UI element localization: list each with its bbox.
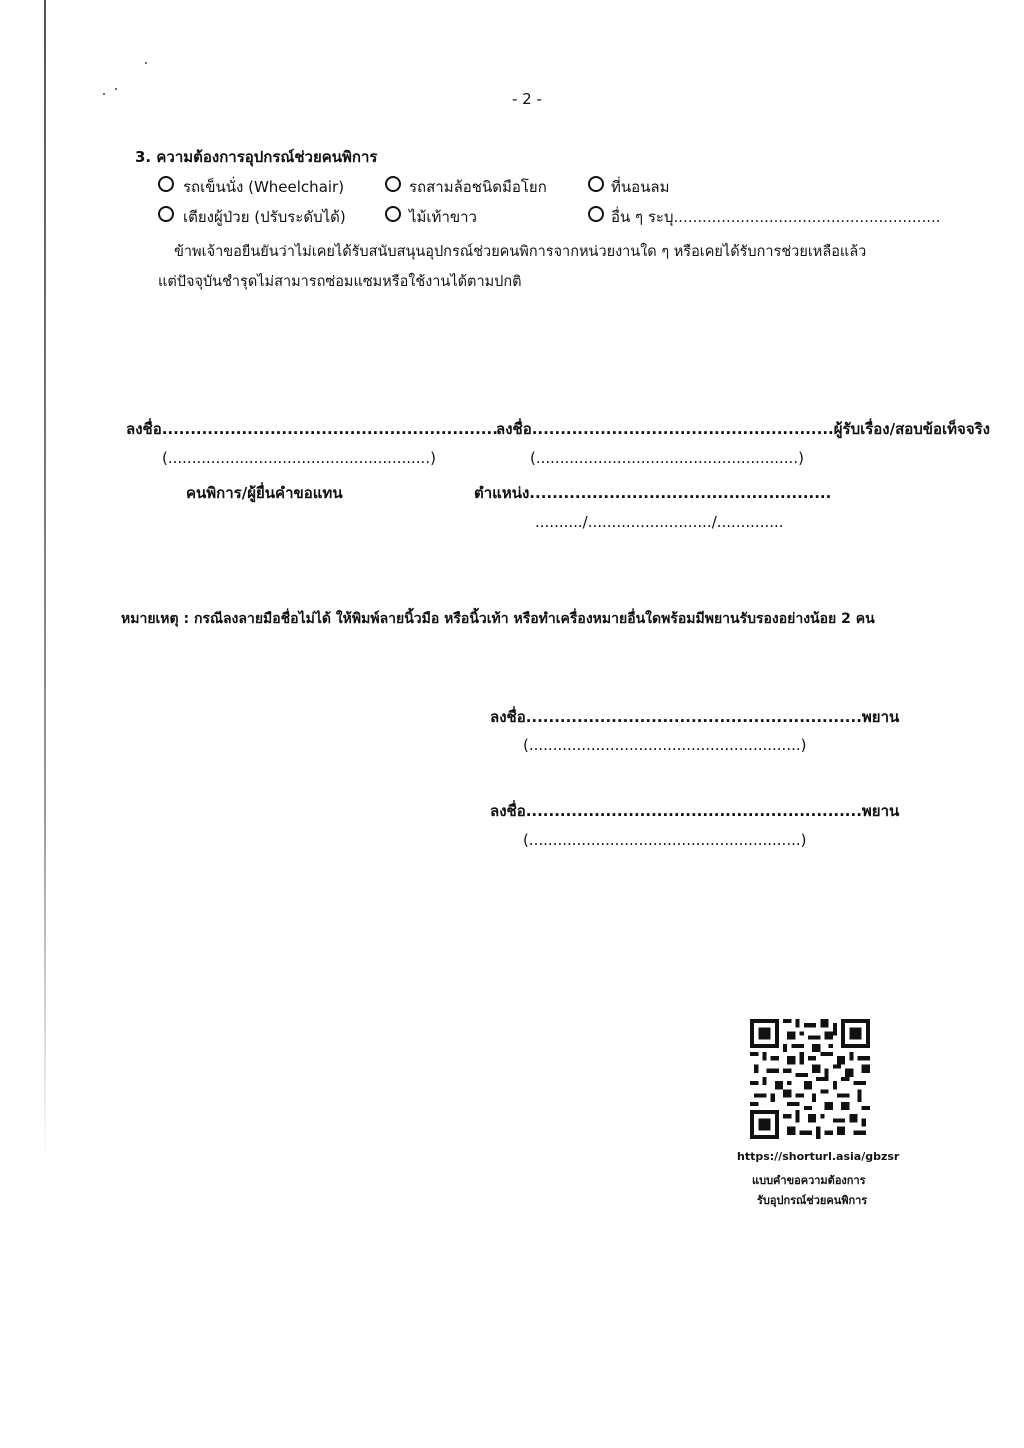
option-other-fill[interactable]: ........................................................ (673, 208, 941, 226)
option-label-tricycle: รถสามล้อชนิดมือโยก (409, 178, 547, 196)
declaration-line-1: ข้าพเจ้าขอยืนยันว่าไม่เคยได้รับสนับสนุนอุปกรณ์ช่วยคนพิการจากหน่วยงานใด ๆ หรือเคยได้รับการช่วยเหลือแล้ว (174, 244, 867, 260)
officer-name-line[interactable]: (.......................................................) (530, 449, 804, 467)
note-text: หมายเหตุ : กรณีลงลายมือชื่อไม่ได้ ให้พิมพ์ลายนิ้วมือ หรือนิ้วเท้า หรือทำเครื่องหมายอื่นใดพร้อมมีพยานรับรองอย่างน้อย 2 คน (121, 611, 875, 627)
scan-speck (115, 88, 117, 90)
witness-2-name-line[interactable]: (.........................................................) (523, 831, 807, 849)
option-label-wheelchair: รถเข็นนั่ง (Wheelchair) (183, 178, 345, 196)
witness-1-signature-line[interactable]: ลงชื่อ...........................................................พยาน (490, 708, 900, 726)
option-label-white-cane: ไม้เท้าขาว (409, 208, 477, 226)
applicant-signature-line[interactable]: ลงชื่อ........................................................... (126, 420, 498, 438)
witness-2-signature-line[interactable]: ลงชื่อ...........................................................พยาน (490, 802, 900, 820)
qr-caption-1: แบบคำขอความต้องการ (752, 1174, 866, 1187)
section-heading: 3. ความต้องการอุปกรณ์ช่วยคนพิการ (135, 148, 378, 166)
qr-code-icon[interactable] (750, 1019, 870, 1139)
officer-role: ผู้รับเรื่อง/สอบข้อเท็จจริง (833, 420, 991, 438)
option-radio[interactable] (385, 176, 401, 192)
applicant-name-line[interactable]: (.......................................................) (162, 449, 436, 467)
option-label-patient-bed: เตียงผู้ป่วย (ปรับระดับได้) (183, 208, 346, 226)
officer-position-line[interactable]: ตำแหน่ง..................................................... (474, 484, 832, 502)
scan-speck (103, 93, 105, 95)
option-other-text: อื่น ๆ ระบุ (611, 208, 674, 226)
option-radio[interactable] (588, 206, 604, 222)
option-radio[interactable] (385, 206, 401, 222)
option-label-other (611, 205, 941, 229)
option-label-air-mattress: ที่นอนลม (611, 178, 670, 196)
qr-url[interactable]: https://shorturl.asia/gbzsr (737, 1150, 900, 1163)
applicant-role: คนพิการ/ผู้ยื่นคำขอแทน (186, 484, 343, 502)
witness-1-name-line[interactable]: (.........................................................) (523, 736, 807, 754)
option-radio[interactable] (158, 206, 174, 222)
page-number: - 2 - (512, 90, 542, 108)
scan-edge-line (44, 0, 46, 1160)
qr-caption-2: รับอุปกรณ์ช่วยคนพิการ (757, 1194, 868, 1207)
officer-signature-field[interactable]: ลงชื่อ..................................................... (496, 420, 834, 438)
declaration-line-2: แต่ปัจจุบันชำรุดไม่สามารถซ่อมแซมหรือใช้งานได้ตามปกติ (158, 274, 522, 290)
officer-signature-line (496, 417, 990, 441)
officer-date-line[interactable]: ........../........................../.............. (535, 513, 784, 531)
scan-speck (145, 62, 147, 64)
option-radio[interactable] (158, 176, 174, 192)
option-radio[interactable] (588, 176, 604, 192)
